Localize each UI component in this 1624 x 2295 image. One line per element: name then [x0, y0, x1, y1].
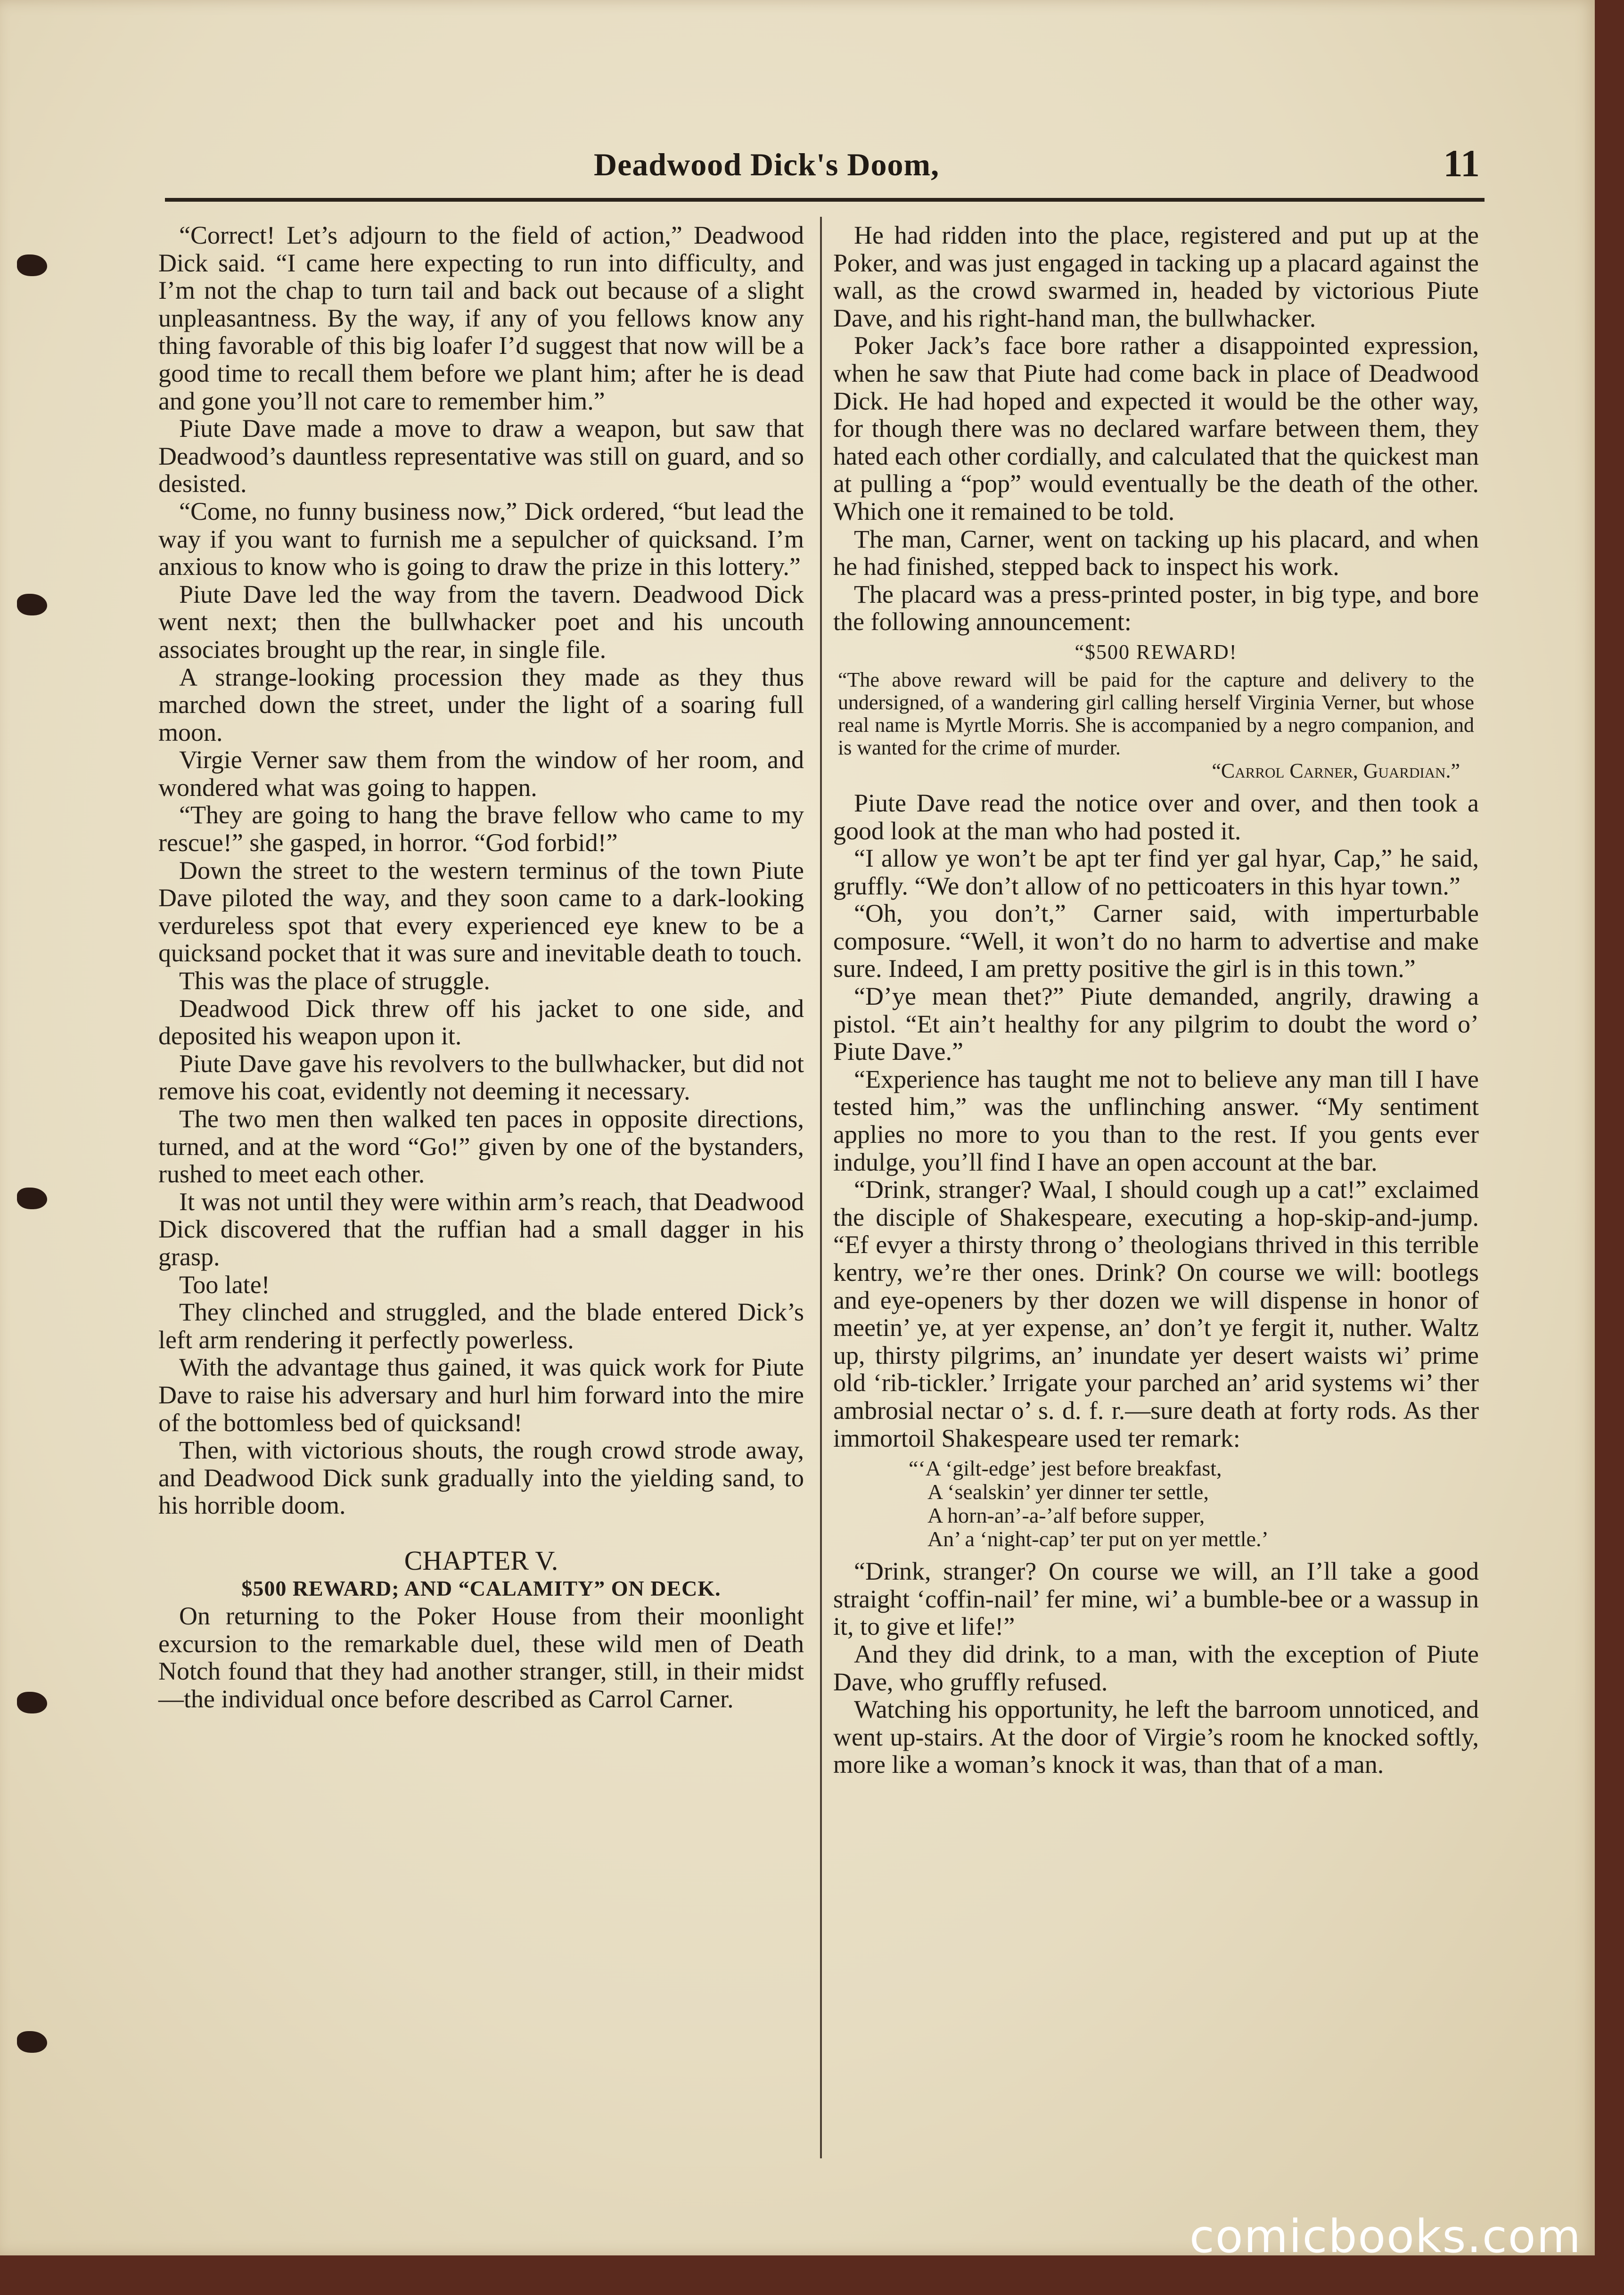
paragraph: “Oh, you don’t,” Carner said, with imperturbable composure. “Well, it won’t do no harm to advertise and make sure. Indeed, I am pretty positive the girl is in this town.”	[833, 899, 1479, 983]
column-divider	[820, 217, 822, 2158]
header-rule	[165, 198, 1485, 202]
paragraph: It was not until they were within arm’s reach, that Deadwood Dick discovered that the ruffian had a small dagger in his grasp.	[158, 1187, 804, 1271]
paragraph: Piute Dave gave his revolvers to the bullwhacker, but did not remove his coat, evidently not deeming it necessary.	[158, 1049, 804, 1106]
running-title: Deadwood Dick's Doom,	[594, 147, 940, 182]
chapter-subtitle: $500 REWARD; AND “CALAMITY” ON DECK.	[241, 1576, 721, 1600]
paragraph: Deadwood Dick threw off his jacket to one side, and deposited his weapon upon it.	[158, 994, 804, 1050]
paragraph: Poker Jack’s face bore rather a disappointed expression, when he saw that Piute had come back in place of Deadwood Dick. He had hoped and expected it would be the other way, for though there was no declared warfare between them, they hated each other cordially, and calculated that the quickest man at pulling a “pop” would eventually be the death of the other. Which one it remained to be told.	[833, 331, 1479, 525]
paragraph: Piute Dave made a move to draw a weapon, but saw that Deadwood’s dauntless representative was still on guard, and so desisted.	[158, 414, 804, 498]
paragraph: A strange-looking procession they made as they thus marched down the street, under the light of a soaring full moon.	[158, 663, 804, 746]
chapter-title: CHAPTER V.	[404, 1545, 558, 1576]
paragraph: Then, with victorious shouts, the rough crowd strode away, and Deadwood Dick sunk gradually into the yielding sand, to his horrible doom.	[158, 1436, 804, 1520]
paragraph: “D’ye mean thet?” Piute demanded, angrily, drawing a pistol. “Et ain’t healthy for any pilgrim to doubt the word o’ Piute Dave.”	[833, 982, 1479, 1066]
paragraph: “Come, no funny business now,” Dick ordered, “but lead the way if you want to furnish me a sepulcher of quicksand. I’m anxious to know who is going to draw the prize in this lottery.”	[158, 497, 804, 581]
paragraph: Watching his opportunity, he left the barroom unnoticed, and went up-stairs. At the door of Virgie’s room he knocked softly, more like a woman’s knock it was, than that of a man.	[833, 1695, 1479, 1779]
paragraph: On returning to the Poker House from their moonlight excursion to the remarkable duel, these wild men of Death Notch found that they had another stranger, still, in their midst—the individual once before described as Carrol Carner.	[158, 1601, 804, 1713]
paragraph: They clinched and struggled, and the blade entered Dick’s left arm rendering it perfectly powerless.	[158, 1298, 804, 1354]
binding-hole	[17, 594, 47, 615]
paragraph: “They are going to hang the brave fellow who came to my rescue!” she gasped, in horror. “God forbid!”	[158, 801, 804, 857]
watermark: comicbooks.com	[1189, 2210, 1582, 2263]
poster-heading: “$500 REWARD!	[1074, 640, 1238, 664]
page-header	[160, 137, 1480, 193]
poster-body: “The above reward will be paid for the capture and delivery to the undersigned, of a wandering girl calling herself Virginia Verner, but whose real name is Myrtle Morris. She is accompanied by a negro companion, and is wanted for the crime of murder.	[838, 668, 1474, 759]
left-column	[158, 221, 804, 1713]
binding-hole	[17, 254, 47, 276]
paragraph: The man, Carner, went on tacking up his placard, and when he had finished, stepped back to inspect his work.	[833, 525, 1479, 581]
poster-signature: “Carrol Carner, Guardian.”	[1212, 759, 1460, 782]
paragraph: The two men then walked ten paces in opposite directions, turned, and at the word “Go!” given by one of the bystanders, rushed to meet each other.	[158, 1105, 804, 1188]
paragraph: “Experience has taught me not to believe any man till I have tested him,” was the unflinching answer. “My sentiment applies no more to you than to the rest. If you gents ever indulge, you’ll find I have an open account at the bar.	[833, 1065, 1479, 1176]
binding-hole	[17, 2031, 47, 2053]
binding-hole	[17, 1692, 47, 1713]
paragraph: This was the place of struggle.	[179, 967, 490, 995]
verse-line: A ‘sealskin’ yer dinner ter settle,	[927, 1480, 1209, 1504]
paragraph: “Drink, stranger? Waal, I should cough up a cat!” exclaimed the disciple of Shakespeare, executing a hop-skip-and-jump. “Ef evyer a thirsty throng o’ theologians thrived in this terrible kentry, we’re ther ones. Drink? On course we will: bootlegs and eye-openers by ther dozen we will dispense in honor of meetin’ ye, at yer expense, an’ don’t ye fergit it, nuther. Waltz up, thirsty pilgrims, an’ inundate yer desert waists wi’ prime old ‘rib-tickler.’ Irrigate your parched an’ arid systems wi’ ther ambrosial nectar o’ s. d. f. r.—sure death at forty rods. As ther immortoil Shakespeare used ter remark:	[833, 1175, 1479, 1452]
verse-line: An’ a ‘night-cap’ ter put on yer mettle.’	[927, 1527, 1269, 1551]
paragraph: Down the street to the western terminus of the town Piute Dave piloted the way, and they soon came to a dark-looking verdureless spot that every experienced eye knew to be a quicksand pocket that it was sure and inevitable death to touch.	[158, 856, 804, 967]
paragraph: Virgie Verner saw them from the window of her room, and wondered what was going to happen.	[158, 746, 804, 802]
paragraph: With the advantage thus gained, it was quick work for Piute Dave to raise his adversary and hurl him forward into the mire of the bottomless bed of quicksand!	[158, 1353, 804, 1437]
paragraph: “I allow ye won’t be apt ter find yer gal hyar, Cap,” he said, gruffly. “We don’t allow of no petticoaters in this hyar town.”	[833, 844, 1479, 900]
binding-hole	[17, 1188, 47, 1209]
verse-line: “‘A ‘gilt-edge’ jest before breakfast,	[909, 1456, 1222, 1481]
page-number: 11	[1443, 142, 1480, 185]
paragraph: “Drink, stranger? On course we will, an I’ll take a good straight ‘coffin-nail’ fer mine, wi’ a bumble-bee or a wassup in it, to give et life!”	[833, 1557, 1479, 1641]
verse	[909, 1457, 1479, 1551]
paragraph: And they did drink, to a man, with the exception of Piute Dave, who gruffly refused.	[833, 1639, 1479, 1696]
paragraph: The placard was a press-printed poster, in big type, and bore the following announcement:	[833, 580, 1479, 636]
paragraph: Piute Dave read the notice over and over, and then took a good look at the man who had posted it.	[833, 788, 1479, 845]
paragraph: Piute Dave led the way from the tavern. Deadwood Dick went next; then the bullwhacker poet and his uncouth associates brought up the rear, in single file.	[158, 580, 804, 664]
paragraph: He had ridden into the place, registered and put up at the Poker, and was just engaged in tacking up a placard against the wall, as the crowd swarmed in, headed by victorious Piute Dave, and his right-hand man, the bullwhacker.	[833, 221, 1479, 332]
paragraph: “Correct! Let’s adjourn to the field of action,” Deadwood Dick said. “I came here expecting to run into difficulty, and I’m not the chap to turn tail and back out because of a slight unpleasantness. By the way, if any of you fellows know any thing favorable of this big loafer I’d suggest that now will be a good time to recall them before we plant him; after he is dead and gone you’ll not care to remember him.”	[158, 221, 804, 415]
verse-line: A horn-an’-a-’alf before supper,	[927, 1503, 1205, 1528]
paragraph: Too late!	[179, 1270, 270, 1299]
right-column	[833, 221, 1479, 1779]
